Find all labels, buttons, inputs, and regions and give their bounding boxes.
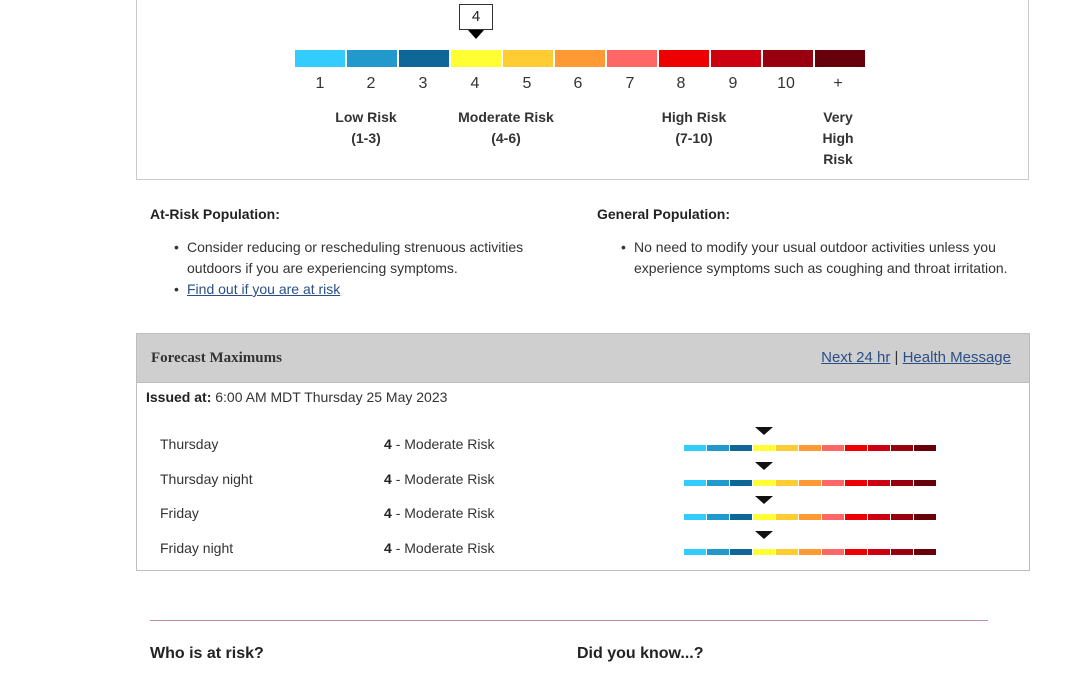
forecast-value: 4 - Moderate Risk (384, 436, 495, 452)
forecast-title: Forecast Maximums (151, 350, 282, 366)
did-you-know-heading: Did you know...? (577, 645, 704, 662)
mini-scale-segment (845, 445, 867, 451)
health-message-link[interactable]: Health Message (902, 349, 1011, 366)
scale-tick: 7 (625, 75, 635, 92)
scale-segment-5 (503, 50, 553, 67)
mini-scale-segment (845, 480, 867, 486)
next-24hr-link[interactable]: Next 24 hr (821, 349, 891, 366)
mini-scale-segment (799, 549, 821, 555)
mini-scale-segment (822, 514, 844, 520)
forecast-maximums-panel (136, 333, 1030, 571)
mini-scale-segment (776, 514, 798, 520)
current-index-marker: 4 (459, 4, 493, 30)
scale-tick: 2 (366, 75, 376, 92)
mini-scale-segment (707, 445, 729, 451)
mini-scale-segment (753, 514, 775, 520)
scale-tick: 6 (573, 75, 583, 92)
mini-scale-segment (730, 445, 752, 451)
scale-tick: 5 (522, 75, 532, 92)
link-separator: | (894, 349, 899, 366)
mini-scale-segment (707, 549, 729, 555)
forecast-value: 4 - Moderate Risk (384, 540, 495, 556)
section-divider (150, 620, 988, 621)
scale-segment-10 (763, 50, 813, 67)
mini-scale-segment (799, 480, 821, 486)
scale-segment-8 (659, 50, 709, 67)
scale-tick: 1 (315, 75, 325, 92)
current-index-arrow-icon (468, 30, 484, 39)
mini-scale-segment (776, 445, 798, 451)
mini-scale-segment (845, 549, 867, 555)
mini-scale-segment (730, 480, 752, 486)
mini-scale-segment (776, 480, 798, 486)
general-advice-item: • No need to modify your usual outdoor activities unless you experience symptoms such as coughing and throat irritation. (619, 237, 1019, 279)
mini-scale-segment (891, 445, 913, 451)
mini-scale-segment (914, 445, 936, 451)
mini-scale-segment (891, 514, 913, 520)
forecast-level-arrow-icon (755, 462, 773, 470)
mini-scale-segment (914, 514, 936, 520)
mini-scale-segment (868, 514, 890, 520)
issued-at (146, 389, 447, 405)
mini-scale-segment (822, 480, 844, 486)
mini-scale-segment (822, 549, 844, 555)
at-risk-advice-item: • Consider reducing or rescheduling strenuous activities outdoors if you are experiencing symptoms. (172, 237, 562, 279)
scale-tick: 9 (728, 75, 738, 92)
mini-scale-segment (799, 445, 821, 451)
forecast-mini-scale (684, 514, 936, 520)
forecast-mini-scale (684, 549, 936, 555)
mini-scale-segment (868, 549, 890, 555)
forecast-value: 4 - Moderate Risk (384, 471, 495, 487)
mini-scale-segment (753, 480, 775, 486)
scale-tick: 4 (470, 75, 480, 92)
at-risk-link-item (172, 279, 562, 300)
mini-scale-segment (730, 549, 752, 555)
scale-segment-6 (555, 50, 605, 67)
forecast-row (137, 504, 1029, 538)
mini-scale-segment (684, 480, 706, 486)
mini-scale-segment (891, 549, 913, 555)
risk-category-moderate: Moderate Risk (4-6) (458, 109, 554, 146)
scale-segment-7 (607, 50, 657, 67)
general-advice-list (619, 237, 1019, 279)
mini-scale-segment (684, 445, 706, 451)
scale-segment-4 (451, 50, 501, 67)
forecast-period: Friday (160, 505, 199, 521)
scale-segment-9 (711, 50, 761, 67)
scale-segment-2 (347, 50, 397, 67)
at-risk-advice-list (172, 237, 562, 300)
forecast-row (137, 539, 1029, 573)
forecast-row (137, 470, 1029, 504)
mini-scale-segment (914, 549, 936, 555)
forecast-mini-scale (684, 445, 936, 451)
mini-scale-segment (707, 480, 729, 486)
general-population-heading: General Population: (597, 206, 731, 222)
scale-segment-3 (399, 50, 449, 67)
mini-scale-segment (707, 514, 729, 520)
forecast-period: Thursday (160, 436, 219, 452)
scale-tick: 8 (676, 75, 686, 92)
at-risk-population-heading: At-Risk Population: (150, 206, 280, 222)
mini-scale-segment (684, 514, 706, 520)
scale-tick: 3 (418, 75, 428, 92)
issued-label: Issued at: (146, 389, 212, 405)
mini-scale-segment (730, 514, 752, 520)
mini-scale-segment (845, 514, 867, 520)
mini-scale-segment (799, 514, 821, 520)
scale-segment-1 (295, 50, 345, 67)
forecast-value: 4 - Moderate Risk (384, 505, 495, 521)
forecast-period: Thursday night (160, 471, 253, 487)
issued-value: 6:00 AM MDT Thursday 25 May 2023 (215, 389, 448, 405)
mini-scale-segment (822, 445, 844, 451)
mini-scale-segment (684, 549, 706, 555)
mini-scale-segment (868, 445, 890, 451)
mini-scale-segment (776, 549, 798, 555)
forecast-level-arrow-icon (755, 427, 773, 435)
risk-category-very-high: Very High Risk (822, 109, 854, 167)
forecast-links (821, 349, 1011, 366)
aqhi-color-scale (295, 50, 865, 67)
forecast-level-arrow-icon (755, 496, 773, 504)
mini-scale-segment (753, 445, 775, 451)
find-out-at-risk-link[interactable]: Find out if you are at risk (187, 281, 341, 297)
mini-scale-segment (914, 480, 936, 486)
scale-tick: + (833, 75, 843, 92)
mini-scale-segment (868, 480, 890, 486)
who-is-at-risk-heading: Who is at risk? (150, 645, 264, 662)
forecast-period: Friday night (160, 540, 234, 556)
mini-scale-segment (891, 480, 913, 486)
risk-category-high: High Risk (7-10) (661, 109, 727, 146)
mini-scale-segment (753, 549, 775, 555)
forecast-header (137, 334, 1029, 383)
scale-segment-plus (815, 50, 865, 67)
forecast-mini-scale (684, 480, 936, 486)
scale-tick: 10 (777, 75, 795, 92)
risk-category-low: Low Risk (1-3) (335, 109, 397, 146)
forecast-level-arrow-icon (755, 531, 773, 539)
forecast-row (137, 435, 1029, 469)
